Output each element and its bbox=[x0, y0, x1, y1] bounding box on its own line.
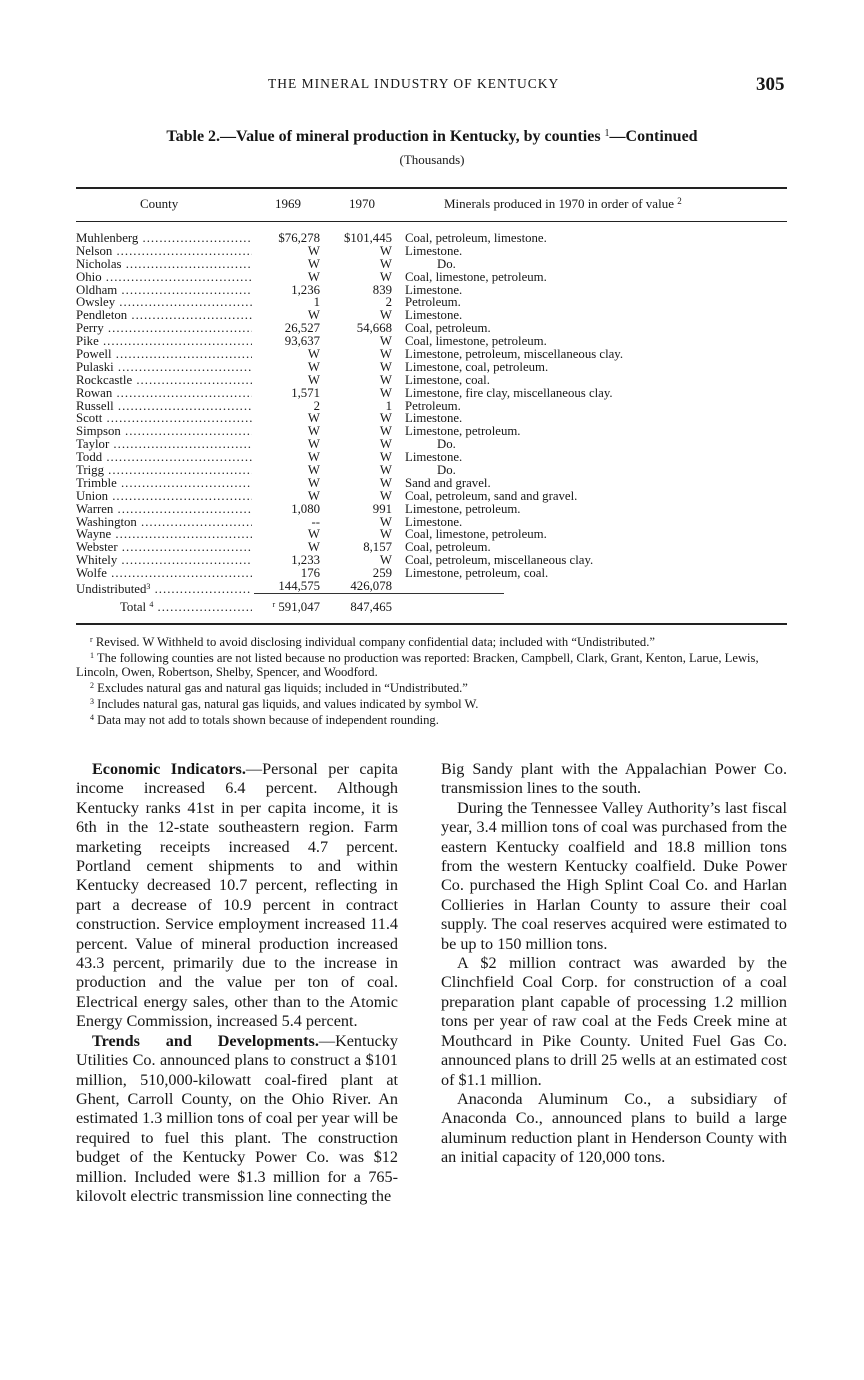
page-number: 305 bbox=[756, 74, 785, 95]
table-row bbox=[0, 258, 864, 271]
value-1969-cell: W bbox=[307, 372, 320, 387]
minerals-cell: Limestone, petroleum. bbox=[405, 424, 521, 439]
body-column-right bbox=[441, 760, 787, 1168]
county-name: Owsley bbox=[76, 296, 116, 310]
value-1970-cell: $101,445 bbox=[344, 231, 392, 245]
county-cell bbox=[76, 541, 252, 554]
county-cell bbox=[76, 554, 252, 567]
footnote-1-mark: 1 bbox=[90, 651, 94, 661]
value-1970-cell: 54,668 bbox=[356, 321, 392, 336]
table-title-note: 1 bbox=[604, 128, 610, 139]
county-cell bbox=[76, 425, 252, 438]
county-name: Pendleton bbox=[76, 309, 128, 323]
footnote-revised-text: Revised. W Withheld to avoid disclosing individual company confidential data; included with “Undistributed.” bbox=[95, 635, 655, 649]
footnote-4-text: Data may not add to totals shown because of independent rounding. bbox=[97, 713, 439, 728]
minerals-cell: Petroleum. bbox=[405, 295, 461, 310]
county-name: Taylor bbox=[76, 438, 110, 452]
footnote-2-text: Excludes natural gas and natural gas liquids; included in “Undistributed.” bbox=[97, 680, 468, 695]
minerals-cell: Limestone. bbox=[405, 514, 463, 529]
value-1970-cell: W bbox=[379, 243, 392, 258]
economic-indicators-text: —Personal per capita income increased 6.4 percent. Although Kentucky ranks 41st in per capita income, it is 6th in the 12-state southeastern region. Farm marketing receipts increased 4.7 percent. Portland cement shipments to and within Kentucky decreased 10.7 percent, reflecting in part a decrease of 10.9 percent in contract construction. Service employment increased 11.4 percent. Value of mineral production increased 43.3 percent, primarily due to the increase in production and the value per ton of coal. Electrical energy sales, other than to the Atomic Energy Commission, increased 5.4 percent. bbox=[76, 760, 398, 1031]
table-subtitle: (Thousands) bbox=[399, 152, 465, 167]
value-1970-cell: W bbox=[379, 463, 392, 478]
table-row bbox=[0, 271, 864, 284]
column-header-county: County bbox=[140, 196, 179, 211]
value-1969-cell: W bbox=[307, 450, 320, 465]
county-name: Trigg bbox=[76, 464, 104, 478]
value-1969-cell: 1 bbox=[313, 295, 320, 310]
contract-paragraph: A $2 million contract was awarded by the Clinchfield Coal Corp. for construction of a coal preparation plant capable of processing 1.2 million tons per year of raw coal at the Feds Creek mine at Mouthcard in Pike County. United Fuel Gas Co. announced plans to drill 25 wells at an estimated cost of $1.1 million. bbox=[441, 954, 787, 1089]
minerals-cell: Sand and gravel. bbox=[405, 475, 491, 490]
value-1969-cell: -- bbox=[311, 514, 320, 529]
footnote-2-mark: 2 bbox=[90, 680, 94, 690]
county-name: Muhlenberg bbox=[76, 232, 139, 245]
body-column-left bbox=[76, 760, 398, 1206]
value-1970-cell: W bbox=[379, 385, 392, 400]
county-name: Undistributed bbox=[76, 582, 147, 597]
county-cell bbox=[76, 309, 252, 322]
county-note: 3 bbox=[146, 582, 151, 592]
value-1969-cell: 176 bbox=[300, 566, 320, 581]
value-1969-cell: 1,236 bbox=[291, 282, 320, 297]
column-header-1970: 1970 bbox=[349, 196, 375, 211]
county-name: Ohio bbox=[76, 270, 102, 284]
table-row bbox=[0, 451, 864, 464]
minerals-cell: Limestone. bbox=[405, 450, 463, 465]
table-title bbox=[0, 128, 864, 146]
value-1969-cell: 93,637 bbox=[284, 334, 320, 349]
county-cell bbox=[76, 567, 252, 580]
footnote-1-text: The following counties are not listed because no production was reported: Bracken, Campbell, Clark, Grant, Kenton, Larue, Lewis, Lincoln, Owen, Robertson, Shelby, Spencer, and Woodford. bbox=[76, 651, 759, 679]
value-1970-cell: W bbox=[379, 334, 392, 349]
value-1969-cell: 1,571 bbox=[291, 385, 320, 400]
county-name: Pulaski bbox=[76, 360, 114, 374]
minerals-cell: Coal, limestone, petroleum. bbox=[405, 334, 547, 349]
footnote-3-text: Includes natural gas, natural gas liquids, and values indicated by symbol W. bbox=[97, 697, 479, 712]
table-bottom-rule bbox=[76, 623, 787, 625]
footnote-revised bbox=[76, 633, 788, 649]
value-1969-cell: W bbox=[307, 308, 320, 323]
value-1970-cell: 1 bbox=[385, 398, 392, 413]
table-row bbox=[0, 374, 864, 387]
minerals-cell: Limestone. bbox=[405, 243, 463, 258]
value-1969-cell: W bbox=[307, 475, 320, 490]
revised-mark: r bbox=[272, 600, 276, 609]
total-label-note: 4 bbox=[149, 600, 154, 609]
value-1970-cell: W bbox=[379, 424, 392, 439]
column-header-minerals bbox=[444, 196, 682, 212]
value-1969-cell: W bbox=[307, 424, 320, 439]
table-title-text: Table 2.—Value of mineral production in Kentucky, by counties bbox=[166, 128, 601, 145]
column-header-minerals-text: Minerals produced in 1970 in order of value bbox=[444, 196, 674, 211]
footnote-4 bbox=[76, 711, 788, 727]
county-cell bbox=[76, 245, 252, 258]
county-cell bbox=[76, 400, 252, 413]
table-row bbox=[0, 503, 864, 516]
value-1970-cell: W bbox=[379, 437, 392, 452]
footnote-2 bbox=[76, 679, 788, 695]
column-header-1969: 1969 bbox=[275, 196, 301, 211]
table-row bbox=[0, 464, 864, 477]
county-cell bbox=[76, 258, 252, 271]
value-1970-cell: 8,157 bbox=[363, 540, 392, 555]
footnote-4-mark: 4 bbox=[90, 713, 94, 723]
county-name: Rockcastle bbox=[76, 373, 133, 387]
footnote-3 bbox=[76, 695, 788, 711]
value-1970-cell: W bbox=[379, 372, 392, 387]
county-name: Pike bbox=[76, 335, 99, 349]
minerals-note: 2 bbox=[677, 196, 682, 206]
total-rule bbox=[254, 593, 504, 594]
county-cell bbox=[76, 412, 252, 425]
table-body bbox=[0, 231, 864, 597]
minerals-cell: Petroleum. bbox=[405, 398, 461, 413]
value-1969-cell: 26,527 bbox=[284, 321, 320, 336]
value-1970-cell: W bbox=[379, 514, 392, 529]
minerals-cell: Limestone, coal. bbox=[405, 372, 490, 387]
table-header-rule bbox=[76, 221, 787, 222]
county-name: Powell bbox=[76, 348, 112, 362]
value-1970-cell: 259 bbox=[372, 566, 392, 581]
total-1969-value: 591,047 bbox=[278, 600, 320, 614]
total-row bbox=[0, 600, 864, 614]
county-cell bbox=[76, 528, 252, 541]
minerals-cell: Limestone. bbox=[405, 308, 463, 323]
county-cell bbox=[76, 348, 252, 361]
value-1969-cell: W bbox=[307, 411, 320, 426]
county-cell bbox=[76, 361, 252, 374]
value-1970-cell: W bbox=[379, 359, 392, 374]
value-1969-cell: W bbox=[307, 437, 320, 452]
county-cell bbox=[76, 271, 252, 284]
county-cell bbox=[76, 387, 252, 400]
value-1969-cell: W bbox=[307, 359, 320, 374]
value-1969-cell: W bbox=[307, 527, 320, 542]
value-1969-cell: W bbox=[307, 347, 320, 362]
county-name: Simpson bbox=[76, 425, 121, 439]
economic-indicators-paragraph bbox=[76, 760, 398, 1032]
minerals-cell: Do. bbox=[437, 437, 456, 452]
continued-paragraph: Big Sandy plant with the Appalachian Power Co. transmission lines to the south. bbox=[441, 760, 787, 798]
minerals-cell: Limestone. bbox=[405, 411, 463, 426]
minerals-cell: Coal, limestone, petroleum. bbox=[405, 269, 547, 284]
minerals-cell: Coal, petroleum, limestone. bbox=[405, 231, 547, 245]
value-1970-cell: W bbox=[379, 488, 392, 503]
value-1970-cell: 2 bbox=[385, 295, 392, 310]
county-name: Union bbox=[76, 489, 108, 503]
table-row bbox=[0, 567, 864, 580]
value-1969-cell: W bbox=[307, 488, 320, 503]
footnote-1 bbox=[76, 649, 788, 679]
value-1970-cell: W bbox=[379, 475, 392, 490]
value-1970-cell: W bbox=[379, 411, 392, 426]
value-1970-cell: W bbox=[379, 553, 392, 568]
anaconda-paragraph: Anaconda Aluminum Co., a subsidiary of Anaconda Co., announced plans to build a large aluminum reduction plant in Henderson County with an initial capacity of 120,000 tons. bbox=[441, 1089, 787, 1167]
county-name: Wayne bbox=[76, 528, 112, 542]
total-label-text: Total bbox=[120, 600, 147, 614]
minerals-cell: Do. bbox=[437, 463, 456, 478]
county-name: Whitely bbox=[76, 554, 118, 568]
value-1969-cell: 2 bbox=[313, 398, 320, 413]
table-row bbox=[0, 387, 864, 400]
county-cell bbox=[76, 490, 252, 503]
table-footnotes bbox=[76, 633, 788, 728]
table-row bbox=[0, 477, 864, 490]
economic-indicators-heading: Economic Indicators. bbox=[92, 760, 246, 778]
value-1969-cell: W bbox=[307, 463, 320, 478]
table-top-rule bbox=[76, 187, 787, 189]
value-1969-cell: 1,080 bbox=[291, 501, 320, 516]
trends-paragraph bbox=[76, 1032, 398, 1207]
table-title-suffix: —Continued bbox=[609, 128, 698, 145]
county-cell bbox=[76, 503, 252, 516]
value-1970-cell: 839 bbox=[372, 282, 392, 297]
value-1970-cell: W bbox=[379, 308, 392, 323]
county-cell bbox=[76, 451, 252, 464]
value-1969-cell: $76,278 bbox=[278, 231, 320, 245]
county-cell bbox=[76, 374, 252, 387]
total-1970: 847,465 bbox=[350, 600, 392, 614]
value-1970-cell: W bbox=[379, 347, 392, 362]
value-1970-cell: W bbox=[379, 450, 392, 465]
table-row bbox=[0, 348, 864, 361]
county-cell bbox=[76, 580, 252, 596]
county-cell bbox=[76, 335, 252, 348]
value-1969-cell: W bbox=[307, 540, 320, 555]
county-cell bbox=[76, 464, 252, 477]
minerals-cell: Coal, limestone, petroleum. bbox=[405, 527, 547, 542]
county-name: Washington bbox=[76, 515, 137, 529]
county-cell bbox=[76, 284, 252, 297]
minerals-cell: Limestone, petroleum, coal. bbox=[405, 566, 549, 581]
county-name: Scott bbox=[76, 412, 103, 426]
value-1970-cell: W bbox=[379, 269, 392, 284]
county-name: Oldham bbox=[76, 283, 118, 297]
table-row bbox=[0, 245, 864, 258]
value-1970-cell: 426,078 bbox=[350, 579, 392, 594]
running-title: THE MINERAL INDUSTRY OF KENTUCKY bbox=[268, 76, 560, 91]
county-name: Todd bbox=[76, 451, 103, 465]
county-name: Russell bbox=[76, 399, 114, 413]
minerals-cell: Coal, petroleum. bbox=[405, 540, 491, 555]
value-1969-cell: 1,233 bbox=[291, 553, 320, 568]
value-1969-cell: W bbox=[307, 256, 320, 271]
trends-heading: Trends and Developments. bbox=[92, 1031, 319, 1050]
county-name: Perry bbox=[76, 322, 104, 336]
table-row bbox=[0, 490, 864, 503]
value-1969-cell: 144,575 bbox=[278, 579, 320, 594]
footnote-3-mark: 3 bbox=[90, 697, 94, 707]
county-name: Trimble bbox=[76, 476, 117, 490]
county-cell bbox=[76, 322, 252, 335]
county-name: Nelson bbox=[76, 244, 113, 258]
minerals-cell: Coal, petroleum. bbox=[405, 321, 491, 336]
total-label bbox=[120, 600, 252, 615]
county-cell bbox=[76, 296, 252, 309]
minerals-cell: Limestone, petroleum, miscellaneous clay. bbox=[405, 347, 624, 362]
value-1969-cell: W bbox=[307, 243, 320, 258]
trends-text: —Kentucky Utilities Co. announced plans to construct a $101 million, 510,000-kilowatt coal-fired plant at Ghent, Carroll County, on the Ohio River. An estimated 1.3 million tons of coal per year will be required to fuel this plant. The construction budget of the Kentucky Power Co. was $12 million. Included were $1.3 million for a 765-kilovolt electric transmission line connecting the bbox=[76, 1031, 398, 1205]
minerals-cell: Limestone. bbox=[405, 282, 463, 297]
total-1969 bbox=[252, 600, 320, 615]
table-row bbox=[0, 425, 864, 438]
county-name: Nicholas bbox=[76, 257, 122, 271]
table-row bbox=[0, 361, 864, 374]
tva-paragraph: During the Tennessee Valley Authority’s last fiscal year, 3.4 million tons of coal was purchased from the eastern Kentucky coalfield and 18.8 million tons from the western Kentucky coalfield. Duke Power Co. purchased the High Splint Coal Co. and Harlan Collieries in Harlan County to assure their coal supply. The coal reserves acquired were estimated to be up to 150 million tons. bbox=[441, 798, 787, 953]
table-row bbox=[0, 232, 864, 245]
county-cell bbox=[76, 232, 252, 245]
minerals-cell: Limestone, coal, petroleum. bbox=[405, 359, 549, 374]
county-name: Wolfe bbox=[76, 567, 107, 581]
county-cell bbox=[76, 438, 252, 451]
footnote-r-mark: r bbox=[90, 635, 93, 644]
minerals-cell: Limestone, fire clay, miscellaneous clay. bbox=[405, 385, 613, 400]
value-1970-cell: W bbox=[379, 256, 392, 271]
minerals-cell: Limestone, petroleum. bbox=[405, 501, 521, 516]
county-name: Rowan bbox=[76, 386, 113, 400]
value-1970-cell: W bbox=[379, 527, 392, 542]
value-1969-cell: W bbox=[307, 269, 320, 284]
county-name: Warren bbox=[76, 502, 114, 516]
minerals-cell: Coal, petroleum, sand and gravel. bbox=[405, 488, 578, 503]
table-row bbox=[0, 579, 864, 597]
county-name: Webster bbox=[76, 541, 118, 555]
county-cell bbox=[76, 477, 252, 490]
county-cell bbox=[76, 516, 252, 529]
minerals-cell: Coal, petroleum, miscellaneous clay. bbox=[405, 553, 594, 568]
value-1970-cell: 991 bbox=[372, 501, 392, 516]
minerals-cell: Do. bbox=[437, 256, 456, 271]
